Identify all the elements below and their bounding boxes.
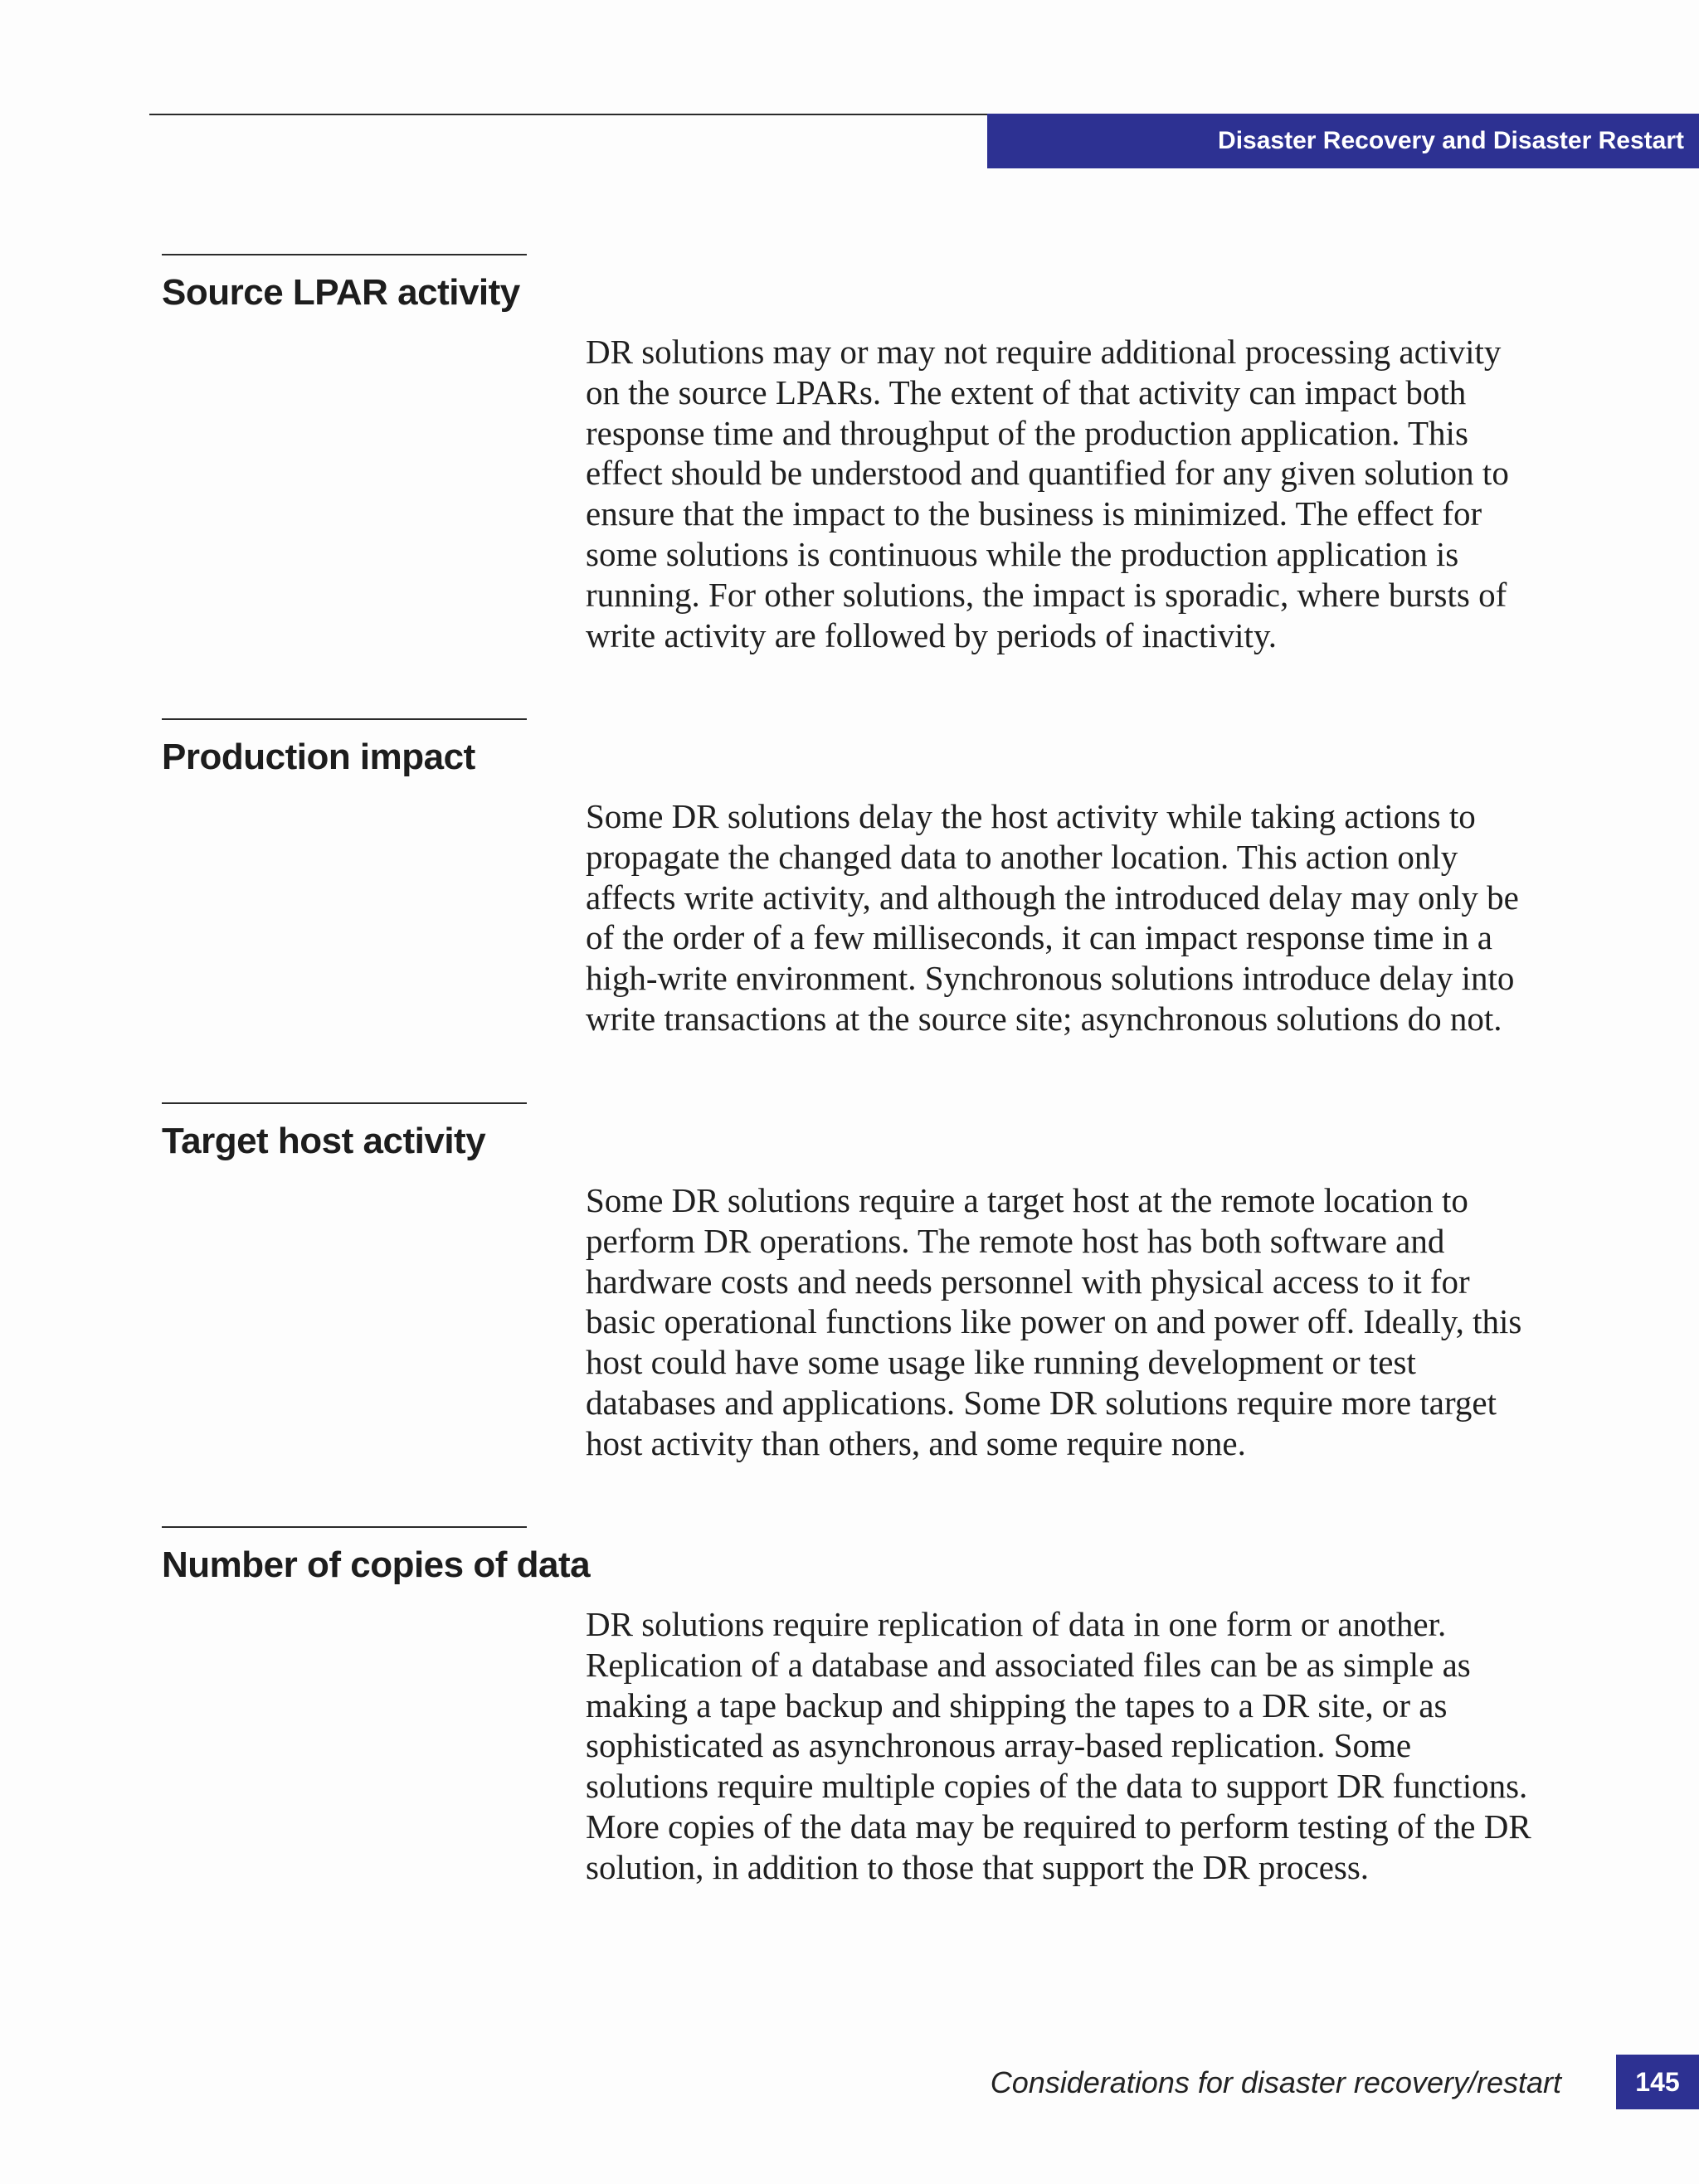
header-rule bbox=[149, 114, 987, 115]
section-rule bbox=[162, 718, 527, 720]
section-heading: Source LPAR activity bbox=[162, 272, 520, 313]
footer-chapter-title: Considerations for disaster recovery/restart bbox=[990, 2065, 1561, 2099]
section-body: DR solutions may or may not require additional processing activity on the source LPARs. The extent of that activity can impact both response time and throughput of the production application. This effect should be understood and quantified for any given solution to ensure that the impact to the business is minimized. The effect for some solutions is continuous while the production application is running. For other solutions, the impact is sporadic, where bursts of write activity are followed by periods of inactivity. bbox=[586, 333, 1509, 654]
section-rule bbox=[162, 1526, 527, 1528]
section-heading: Production impact bbox=[162, 737, 475, 777]
section-body: Some DR solutions require a target host at the remote location to perform DR operations. The remote host has both software and hardware costs and needs personnel with physical access to it for basic operational functions like power on and power off. Ideally, this host could have some usage like running development or test databases and applications. Some DR solutions require more target host activity than others, and some require none. bbox=[586, 1181, 1522, 1462]
running-header: Disaster Recovery and Disaster Restart bbox=[987, 114, 1699, 168]
page-number: 145 bbox=[1616, 2055, 1699, 2109]
section-rule bbox=[162, 254, 527, 255]
section-body: Some DR solutions delay the host activity while taking actions to propagate the changed data to another location. This action only affects write activity, and although the introduced delay may only be of the order of a few milliseconds, it can impact response time in a high-write environment. Synchronous solutions introduce delay into write transactions at the source site; asynchronous solutions do not. bbox=[586, 797, 1519, 1038]
section-body: DR solutions require replication of data in one form or another. Replication of a database and associated files can be as simple as making a tape backup and shipping the tapes to a DR site, or as sophisticated as asynchronous array-based replication. Some solutions require multiple copies of the data to support DR functions. More copies of the data may be required to perform testing of the DR solution, in addition to those that support the DR process. bbox=[586, 1605, 1531, 1886]
section-heading: Target host activity bbox=[162, 1121, 486, 1161]
section-heading: Number of copies of data bbox=[162, 1544, 591, 1585]
section-rule bbox=[162, 1102, 527, 1104]
